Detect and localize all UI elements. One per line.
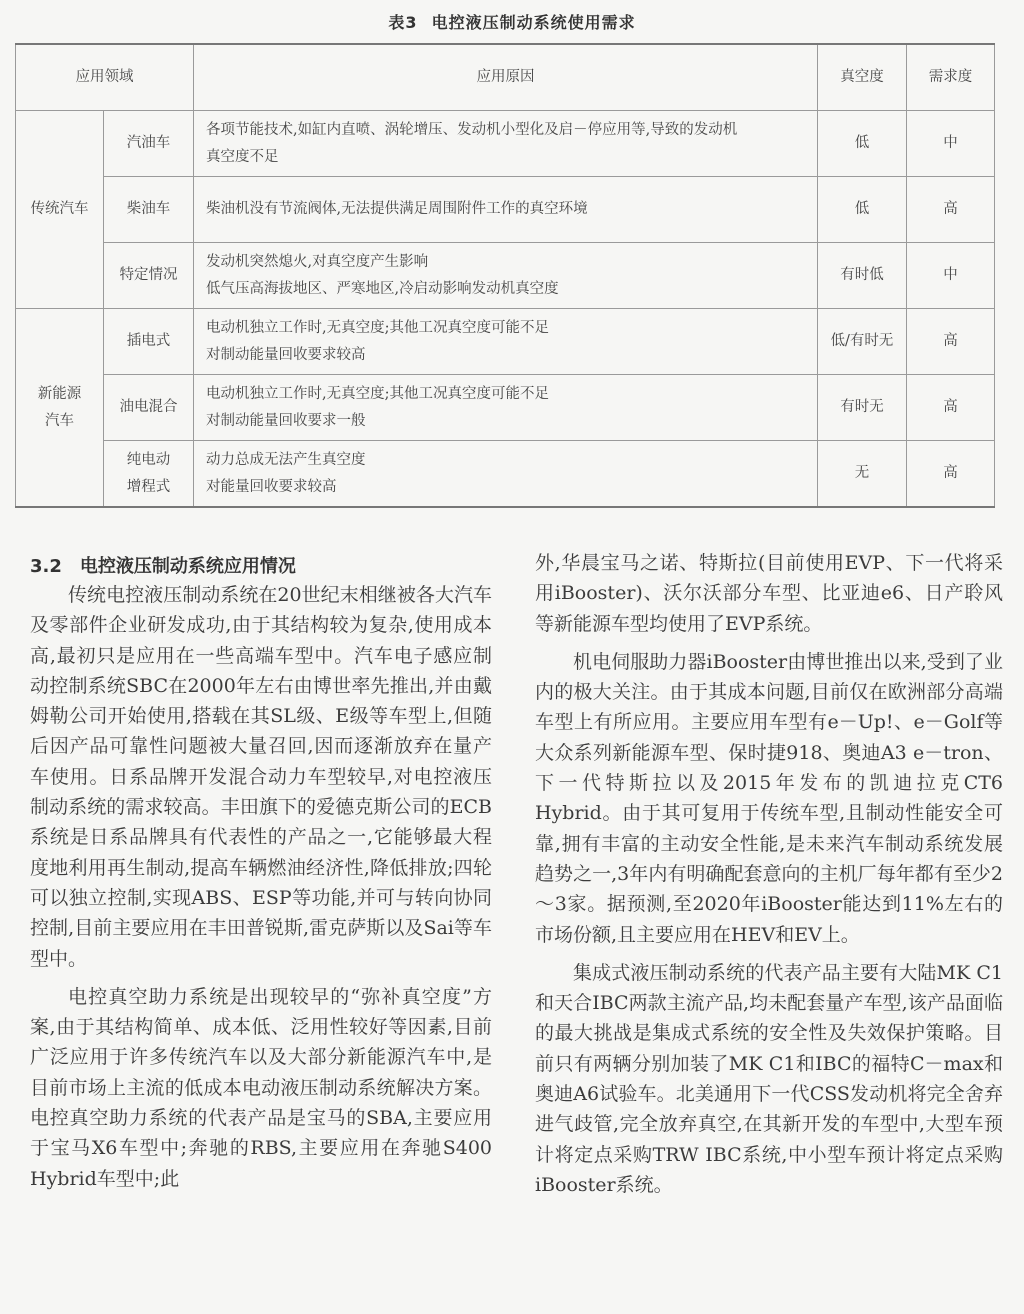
demand-cell: 高: [907, 177, 995, 243]
paragraph: 电控真空助力系统是出现较早的“弥补真空度”方案,由于其结构简单、成本低、泛用性较好等因素,目前广泛应用于许多传统汽车以及大部分新能源汽车中,是目前市场上主流的低成本电动液压制动系统解决方案。电控真空助力系统的代表产品是宝马的SBA,主要应用于宝马X6车型中;奔驰的RBS,主要应用在奔驰S400 Hybrid车型中;此: [30, 985, 492, 1190]
reason-line: 电动机独立工作时,无真空度;其他工况真空度可能不足: [206, 385, 549, 402]
header-vacuum: 真空度: [818, 44, 907, 111]
reason-line: 低气压高海拔地区、严寒地区,冷启动影响发动机真空度: [206, 280, 559, 297]
sub-category-line: 纯电动: [126, 451, 171, 468]
reason-cell: [194, 243, 818, 309]
paragraph: 传统电控液压制动系统在20世纪末相继被各大汽车及零部件企业研发成功,由于其结构较为复杂,使用成本高,最初只是应用在一些高端车型中。汽车电子感应制动控制系统SBC在2000年左右由博世率先推出,并由戴姆勒公司开始使用,搭载在其SL级、E级等车型上,但随后因产品可靠性问题被大量召回,因而逐渐放弃在量产车使用。日系品牌开发混合动力车型较早,对电控液压制动系统的需求较高。丰田旗下的爱德克斯公司的ECB系统是日系品牌具有代表性的产品之一,它能够最大程度地利用再生制动,提高车辆燃油经济性,降低排放;四轮可以独立控制,实现ABS、ESP等功能,并可与转向协同控制,目前主要应用在丰田普锐斯,雷克萨斯以及Sai等车型中。: [30, 584, 492, 970]
sub-category: 插电式: [104, 309, 194, 375]
sub-category-line: 增程式: [126, 478, 171, 495]
table-row: [16, 111, 995, 177]
sub-category: [104, 441, 194, 508]
reason-cell: [194, 309, 818, 375]
header-field: 应用领域: [16, 44, 194, 111]
demand-cell: 高: [907, 309, 995, 375]
section-heading: [30, 552, 296, 578]
demand-cell: 高: [907, 441, 995, 508]
group-name-line: 汽车: [45, 412, 74, 429]
vacuum-cell: 无: [818, 441, 907, 508]
table-row: [16, 309, 995, 375]
sub-category: 油电混合: [104, 375, 194, 441]
paragraph-continuation: 外,华晨宝马之诺、特斯拉(目前使用EVP、下一代将采用iBooster)、沃尔沃部分车型、比亚迪e6、日产聆风等新能源车型均使用了EVP系统。: [535, 552, 1003, 635]
reason-line: 动力总成无法产生真空度: [206, 451, 366, 468]
group-traditional: 传统汽车: [16, 111, 104, 309]
reason-line: 柴油机没有节流阀体,无法提供满足周围附件工作的真空环境: [206, 201, 588, 217]
reason-line: 对能量回收要求较高: [206, 478, 337, 495]
vacuum-cell: 有时低: [818, 243, 907, 309]
sub-category: 柴油车: [104, 177, 194, 243]
reason-line: 对制动能量回收要求一般: [206, 412, 366, 429]
table-row: [16, 243, 995, 309]
vacuum-cell: 有时无: [818, 375, 907, 441]
left-column: [30, 580, 492, 1194]
reason-line: 发动机突然熄火,对真空度产生影响: [206, 253, 429, 270]
table-header-row: [16, 44, 995, 111]
table-row: [16, 177, 995, 243]
group-name-line: 新能源: [37, 385, 82, 402]
demand-cell: 高: [907, 375, 995, 441]
table-caption: [0, 10, 1024, 33]
header-reason: 应用原因: [194, 44, 818, 111]
sub-category: 汽油车: [104, 111, 194, 177]
reason-cell: [194, 111, 818, 177]
paragraph: 集成式液压制动系统的代表产品主要有大陆MK C1和天合IBC两款主流产品,均未配套量产车型,该产品面临的最大挑战是集成式系统的安全性及失效保护策略。目前只有两辆分别加装了MK C1和IBC的福特C－max和奥迪A6试验车。北美通用下一代CSS发动机将完全舍弃进气歧管,完全放弃真空,在其新开发的车型中,大型车预计将定点采购TRW IBC系统,中小型车预计将定点采购iBooster系统。: [535, 961, 1003, 1196]
right-column: [535, 548, 1003, 1200]
reason-cell: [194, 177, 818, 243]
vacuum-cell: 低: [818, 177, 907, 243]
paragraph: 机电伺服助力器iBooster由博世推出以来,受到了业内的极大关注。由于其成本问题,目前仅在欧洲部分高端车型上有所应用。主要应用车型有e－Up!、e－Golf等大众系列新能源车型、保时捷918、奥迪A3 e－tron、下一代特斯拉以及2015年发布的凯迪拉克CT6 Hybrid。由于其可复用于传统车型,且制动性能安全可靠,拥有丰富的主动安全性能,是未来汽车制动系统发展趋势之一,3年内有明确配套意向的主机厂每年都有至少2～3家。据预测,至2020年iBooster能达到11%左右的市场份额,且主要应用在HEV和EV上。: [535, 650, 1003, 946]
section-number: 3.2: [30, 556, 62, 577]
table-title: 电控液压制动系统使用需求: [431, 13, 636, 32]
table-number: 表3: [388, 13, 418, 32]
reason-line: 真空度不足: [206, 148, 279, 165]
requirements-table: [15, 43, 995, 508]
reason-cell: [194, 375, 818, 441]
table-row: [16, 441, 995, 508]
sub-category: 特定情况: [104, 243, 194, 309]
demand-cell: 中: [907, 243, 995, 309]
reason-line: 电动机独立工作时,无真空度;其他工况真空度可能不足: [206, 319, 549, 336]
vacuum-cell: 低/有时无: [818, 309, 907, 375]
demand-cell: 中: [907, 111, 995, 177]
header-demand: 需求度: [907, 44, 995, 111]
group-new-energy: [16, 309, 104, 508]
reason-line: 各项节能技术,如缸内直喷、涡轮增压、发动机小型化及启－停应用等,导致的发动机: [206, 121, 738, 138]
table-row: [16, 375, 995, 441]
reason-line: 对制动能量回收要求较高: [206, 346, 366, 363]
section-title: 电控液压制动系统应用情况: [79, 556, 296, 577]
vacuum-cell: 低: [818, 111, 907, 177]
reason-cell: [194, 441, 818, 508]
